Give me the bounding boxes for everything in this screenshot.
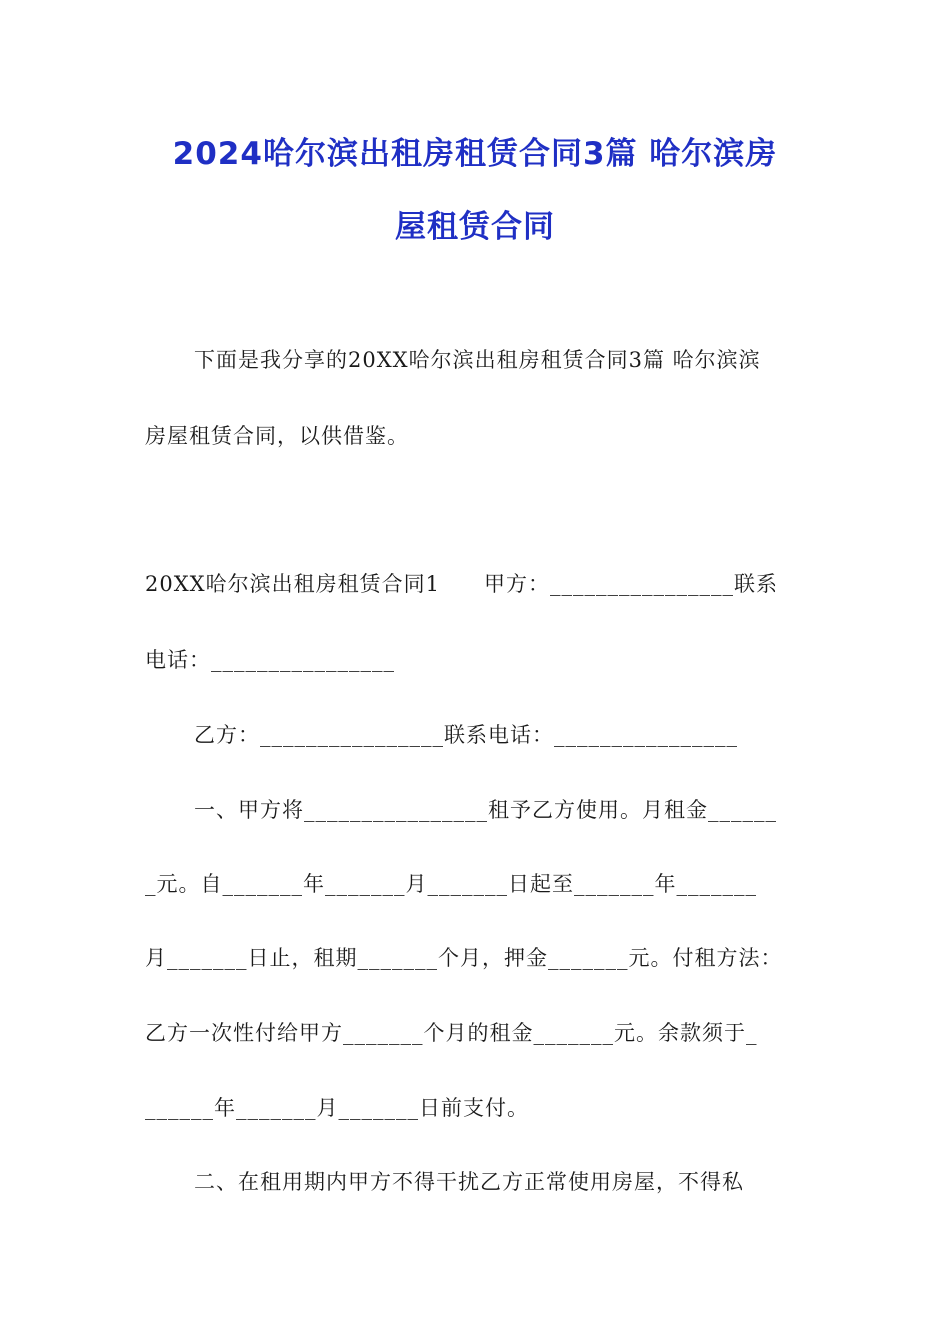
body-line-intro-1: 下面是我分享的20XX哈尔滨出租房租赁合同3篇 哈尔滨滨 [194,348,761,372]
document-title-line-2: 屋租赁合同 [395,209,555,245]
body-line-clause-1-d: 乙方一次性付给甲方_______个月的租金_______元。余款须于_ [145,1021,758,1045]
body-line-clause-1-b: _元。自_______年_______月_______日起至_______年_______ [145,872,757,896]
body-line-clause-1-c: 月_______日止，租期_______个月，押金_______元。付租方法： [145,946,783,970]
document-title-line-1: 2024哈尔滨出租房租赁合同3篇 哈尔滨房 [172,136,778,172]
body-line-clause-2-a: 二、在租用期内甲方不得干扰乙方正常使用房屋，不得私 [194,1170,744,1194]
body-line-intro-2: 房屋租赁合同，以供借鉴。 [145,424,409,448]
body-line-clause-1-e: ______年_______月_______日前支付。 [145,1096,529,1120]
body-line-clause-1-a: 一、甲方将________________租予乙方使用。月租金______ [194,798,777,822]
body-line-party-a-phone: 电话：________________ [145,648,395,672]
body-line-party-b: 乙方：________________联系电话：________________ [194,723,738,747]
body-line-contract-heading: 20XX哈尔滨出租房租赁合同1 甲方：________________联系 [145,572,778,596]
